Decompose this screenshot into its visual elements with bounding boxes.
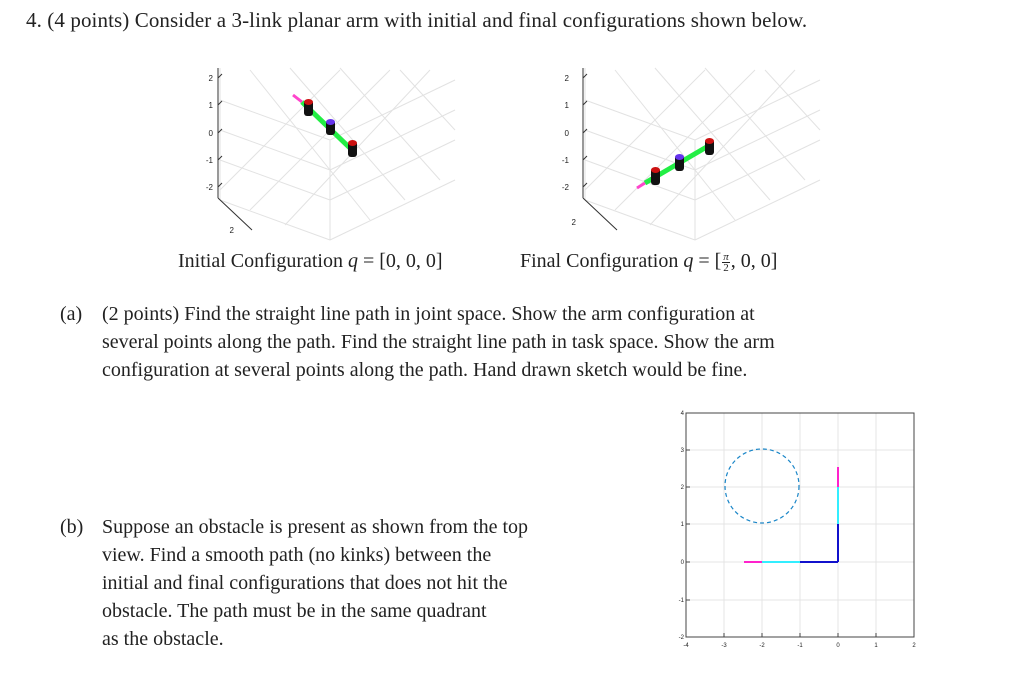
x-tick: -2 (759, 643, 765, 649)
initial-configuration-figure (190, 60, 470, 245)
joint-icon (705, 138, 714, 155)
y-tick: 2 (680, 485, 684, 491)
joint-icon (675, 154, 684, 171)
arm-tip (637, 183, 645, 188)
initial-configuration-caption: Initial Configuration q = [0, 0, 0] (178, 250, 443, 272)
part-a-line: configuration at several points along the path. Hand drawn sketch would be fine. (102, 359, 748, 381)
part-b-label: (b) (60, 516, 84, 538)
part-a (60, 300, 980, 390)
z-tick: 0 (208, 129, 213, 138)
x-tick: -3 (721, 643, 727, 649)
joint-icon (304, 99, 313, 116)
z-tick: -2 (205, 183, 213, 192)
z-tick: 1 (564, 101, 569, 110)
joint-icon (326, 119, 335, 135)
final-configuration-figure (555, 60, 835, 245)
bottom-tick: 2 (571, 218, 576, 227)
joint-icon (348, 140, 357, 157)
y-tick: 4 (680, 411, 684, 417)
y-tick: 3 (680, 448, 684, 454)
arm-tip (293, 95, 302, 102)
part-b-line: view. Find a smooth path (no kinks) between the (102, 544, 492, 566)
question-header: 4. (4 points) Consider a 3-link planar arm with initial and final configurations shown below. (26, 8, 808, 32)
pi-over-two: $\frac{\pi}{2}$ (723, 250, 729, 274)
y-tick: -1 (678, 598, 684, 604)
part-a-line: several points along the path. Find the straight line path in task space. Show the arm (102, 331, 775, 353)
z-tick: -1 (561, 156, 569, 165)
y-tick: 0 (680, 560, 684, 566)
x-tick: -1 (797, 643, 803, 649)
z-tick: 1 (208, 101, 213, 110)
part-a-line: (2 points) Find the straight line path in joint space. Show the arm configuration at (102, 303, 755, 325)
x-tick: 2 (912, 643, 916, 649)
obstacle-top-view-plot (672, 405, 922, 655)
z-tick: -2 (561, 183, 569, 192)
final-configuration-caption: Final Configuration q = [ $\frac{\pi}{2}$ , 0, 0] (520, 250, 778, 274)
bottom-tick: 2 (229, 226, 234, 235)
z-tick: 2 (208, 74, 213, 83)
z-tick: -1 (205, 156, 213, 165)
part-b-line: Suppose an obstacle is present as shown from the top (102, 516, 529, 538)
joint-icon (651, 167, 660, 185)
part-a-label: (a) (60, 303, 83, 325)
z-tick: 0 (564, 129, 569, 138)
y-tick: 1 (680, 522, 684, 528)
x-tick: 0 (836, 643, 840, 649)
part-b-line: as the obstacle. (102, 628, 224, 650)
y-tick: -2 (678, 635, 684, 641)
part-b-line: initial and final configurations that does not hit the (102, 572, 508, 594)
x-tick: -4 (683, 643, 689, 649)
x-tick: 1 (874, 643, 878, 649)
part-b (60, 513, 640, 658)
z-tick: 2 (564, 74, 569, 83)
part-b-line: obstacle. The path must be in the same quadrant (102, 600, 487, 622)
